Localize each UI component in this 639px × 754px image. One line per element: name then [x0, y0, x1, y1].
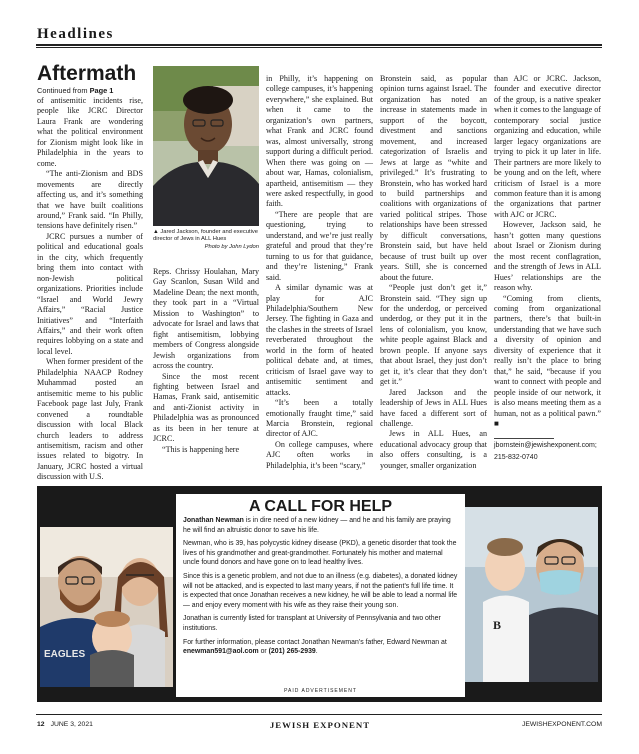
paragraph: “There are people that are questioning, trying to understand, and we’re just really grateful and proud that they’re turning to us for that guidance, and they’re listening,” Frank said.	[266, 209, 373, 282]
paragraph: Since the most recent fighting between Israel and Hamas, Frank said, antisemitic and anti-Zionist activity in Philadelphia was as pronounced as its been in her tenure at JCRC.	[153, 371, 259, 444]
article-title: Aftermath	[37, 62, 137, 85]
caption-text: ▲ Jared Jackson, founder and executive director of Jews in ALL Hues	[153, 229, 258, 243]
ad-paragraph: Jonathan Newman is in dire need of a new kidney — and he and his family are praying he will find an altruistic donor to save his life.	[183, 517, 451, 534]
paragraph: “The anti-Zionism and BDS movements are directly affecting us, and it’s something that we have built coalitions around,” Frank said. “In Philly, tensions have definitely risen.”	[37, 169, 143, 231]
ad-paragraph: For further information, please contact Jonathan Newman’s father, Edward Newman at enewman591@aol.com or (201) 265-2939.	[183, 638, 447, 656]
ad-paragraph: Newman, who is 39, has polycystic kidney disease (PKD), a genetic disorder that took the lives of his grandmother and great-grandmother. Fortunately his mother and maternal uncle found donors and have gone on to lead healthy lives.	[183, 540, 457, 567]
header-rule	[36, 44, 602, 46]
contact-email[interactable]: enewman591@aol.com	[183, 648, 259, 656]
paragraph: “This is happening here	[162, 444, 240, 454]
publication-name: JEWISH EXPONENT	[269, 720, 371, 730]
continued-from: Continued from Page 1	[37, 86, 114, 95]
footer-page-date	[37, 721, 93, 728]
paragraph: However, Jackson said, he hasn’t gotten many questions about Israel or Zionism during the most recent conflagration, and the strength of Jews in ALL Hues’ relationships are the reason why.	[494, 220, 601, 293]
paragraph: than AJC or JCRC. Jackson, founder and executive director of the group, is a native speaker when it comes to the language of contemporary social justice organizing and education, while larger legacy organizations are trying to pick it up later in life. Their partners are more likely to be young and on the left, where criticism of Israel is a more common feature than it is among the organizations that partner with AJC or JCRC.	[494, 74, 601, 219]
svg-text:EAGLES: EAGLES	[44, 649, 86, 660]
ad-paragraph: Since this is a genetic problem, and not due to an illness (e.g. diabetes), a donated kidney will not be attacked, and is expected to last many years, if not the patient’s full life time. It is expected that once Jonathan receives a new kidney, he will be able to lead a normal life — and enjoy every moment with his wife as they raise their young son.	[183, 572, 458, 609]
footer-rule	[36, 714, 602, 715]
paragraph: Jared Jackson and the leadership of Jews in ALL Hues have faced a different sort of challenge.	[380, 387, 487, 428]
family-photo	[40, 527, 173, 687]
paragraph: in Philly, it’s happening on college campuses, it’s happening everywhere,” she explained. But when it came to the organization’s own partners, what Frank and JCRC found was, almost universally, strong support during a difficult period. When there was going on — about war, Hamas, colonialism, apartheid, antisemitism — they were asked respectfully, in good faith.	[266, 74, 373, 209]
ad-paragraph: Jonathan is currently listed for transplant at University of Pennsylvania and two other institutions.	[183, 615, 441, 632]
paragraph: When former president of the Philadelphia NAACP Rodney Muhammad posted an antisemitic meme to his public Facebook page last July, Frank convened a roundtable discussion with local Black church leaders to address antisemitism, racism and other issues related to bigotry. In January, JCRC hosted a virtual discussion with U.S.	[37, 357, 143, 482]
paragraph: of antisemitic incidents rise, people like JCRC Director Laura Frank are wondering what the political environment for Zionism might look like in Philadelphia in the years to come.	[37, 96, 143, 168]
paid-advertisement-label: PAID ADVERTISEMENT	[284, 688, 357, 694]
article-column-3	[266, 74, 373, 471]
paragraph: A similar dynamic was at play for AJC Philadelphia/Southern New Jersey. The fighting in Gaza and the clashes in the streets of Israel reverberated throughout the world in the form of heated political debate and, at times, criticism of Israel gave way to antisemitic sentiment and attacks.	[266, 283, 373, 397]
ad-title: A CALL FOR HELP	[248, 498, 393, 515]
continued-page-link[interactable]: Page 1	[89, 86, 114, 95]
issue-date: JUNE 3, 2021	[50, 721, 93, 728]
ad-body	[183, 516, 459, 661]
paragraph: On college campuses, where AJC often works in Philadelphia, it’s been “scary,”	[266, 439, 373, 470]
contact-phone[interactable]: (201) 265-2939	[268, 648, 316, 656]
portrait-photo	[153, 66, 259, 226]
author-email[interactable]: jbornstein@jewishexponent.com;	[494, 442, 597, 449]
website-url[interactable]: JEWISHEXPONENT.COM	[521, 721, 602, 728]
author-phone: 215-832-0740	[494, 454, 538, 461]
photo-caption	[153, 229, 259, 251]
signature-rule	[494, 438, 554, 439]
paragraph: JCRC pursues a number of political and educational goals in the city, which frequently bring them into contact with non-Jewish political organizations. Priorities include “Israel and World Jewry Affairs,” “Racial Justice Initiatives” and “Interfaith Affairs,” and their work often requires lobbying on a state and local level.	[37, 231, 143, 356]
paragraph: “People just don’t get it,” Bronstein said. “They sign up for the underdog, or perceived underdog, or they put it in the lens of colonialism, you know, white people against Black and brown people. If anyone says that about Israel, they just don’t get it, it’s clear that they don’t get it.”	[380, 283, 487, 387]
svg-text:B: B	[493, 618, 502, 632]
article-column-2	[153, 267, 259, 455]
paragraph: “It’s been a totally emotionally fraught time,” said Marcia Bronstein, regional director of AJC.	[266, 398, 373, 439]
paragraph: “Coming from clients, coming from organizational partners, there’s that built-in understanding that we have such a diversity of opinion and diversity of experience that it really isn’t the place to bring that,” he said, “because if you want to connect with people and people inside of our network, it is also means meeting them as a human, not as a political pawn.” ■	[494, 293, 601, 428]
father-son-photo	[465, 507, 598, 682]
section-header: Headlines	[37, 26, 114, 42]
paragraph: Reps. Chrissy Houlahan, Mary Gay Scanlon, Susan Wild and Madeline Dean; the next month, they took part in a “Virtual Mission to Washington” to advocate for Israel and laws that fight antisemitism, lobbying members of Congress alongside Jewish organizations from across the country.	[153, 267, 259, 371]
paragraph: Jews in ALL Hues, an educational advocacy group that also offers consulting, is a younger, smaller organization	[380, 429, 487, 470]
article-column-5	[494, 74, 601, 429]
article-column-1	[37, 96, 143, 483]
photo-credit: Photo by John Lydon	[204, 243, 259, 250]
author-contact	[494, 440, 601, 464]
paragraph: Bronstein said, as popular opinion turns against Israel. The organization has noted an increase in statements made in support of the boycott, divestment and sanctions movement, and increased categorization of Israelis and Jews at large as “white and privileged.” It’s frustrating to Bronstein, who has worked hard to build partnerships and coalitions with organizations of varied political stripes. Those relationships have been stressed by difficult conversations, Bronstein said, but have held because of trust built up over years. Still, she is concerned about the future.	[380, 74, 487, 282]
page-number: 12	[37, 721, 45, 728]
article-column-4	[380, 74, 487, 471]
header-rule-thin	[36, 47, 602, 48]
